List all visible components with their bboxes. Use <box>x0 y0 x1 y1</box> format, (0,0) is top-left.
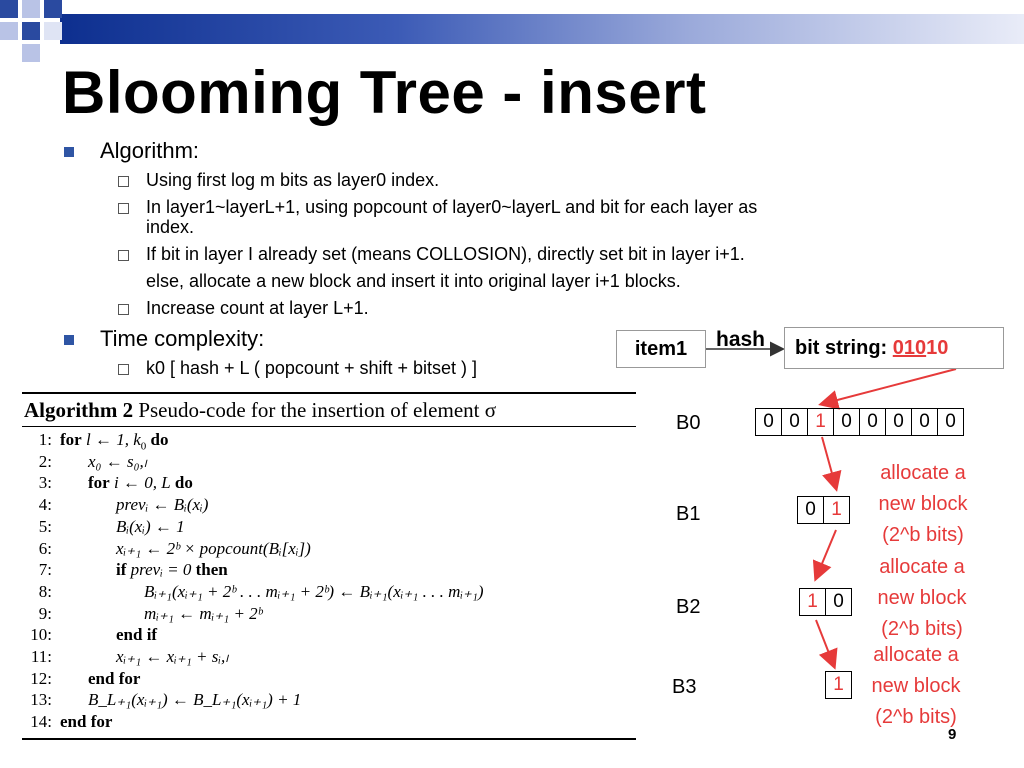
bit-cell: 0 <box>859 408 886 436</box>
sub-bullet-text: Increase count at layer L+1. <box>146 298 369 318</box>
sub-bullet-text: else, allocate a new block and insert it into original layer i+1 blocks. <box>146 271 681 291</box>
algorithm-line: 9: mᵢ₊₁ ← mᵢ₊₁ + 2ᵇ <box>38 603 263 623</box>
bit-cell: 0 <box>755 408 782 436</box>
algorithm-line: 12: end for <box>30 668 141 688</box>
annotation-allocate <box>856 640 976 733</box>
algorithm-line: 7: if prevᵢ = 0 then <box>38 560 228 580</box>
annotation-line: new block <box>871 675 961 697</box>
algorithm-line: 3: for i ← 0, L do <box>38 473 193 493</box>
annotation-line: (2^b bits) <box>881 618 963 640</box>
bit-cell: 0 <box>937 408 964 436</box>
bit-cell: 0 <box>781 408 808 436</box>
annotation-line: (2^b bits) <box>875 706 957 728</box>
arrow-b1-to-b2 <box>816 530 836 578</box>
sub-bullet-text: In layer1~layerL+1, using popcount of layer0~layerL and bit for each layer as <box>146 197 758 217</box>
item-box: item1 <box>616 330 706 368</box>
annotation-line: allocate a <box>873 644 959 666</box>
bit-cell: 0 <box>833 408 860 436</box>
algorithm-line: 6: xᵢ₊₁ ← 2ᵇ × popcount(Bᵢ[xᵢ]) <box>38 538 311 558</box>
algorithm-line: 13: B_L₊₁(xᵢ₊₁) ← B_L₊₁(xᵢ₊₁) + 1 <box>30 690 302 710</box>
layer-cells-b1 <box>797 496 850 524</box>
hash-label: hash <box>716 328 766 351</box>
algorithm-line: 4: prevᵢ ← Bᵢ(xᵢ) <box>38 495 209 515</box>
annotation-line: new block <box>878 493 968 515</box>
layer-label-b1: B1 <box>676 503 701 525</box>
bit-cell: 0 <box>797 496 824 524</box>
bit-cell: 1 <box>807 408 834 436</box>
annotation-allocate <box>862 552 982 645</box>
sub-bullet-text: Using first log m bits as layer0 index. <box>146 170 440 190</box>
algorithm-line: 5: Bᵢ(xᵢ) ← 1 <box>38 516 185 536</box>
layer-label-b2: B2 <box>676 596 701 618</box>
bit-cell: 0 <box>885 408 912 436</box>
arrow-b2-to-b3 <box>816 620 834 666</box>
bit-cell: 1 <box>799 588 826 616</box>
annotation-line: allocate a <box>879 556 965 578</box>
bit-cell: 0 <box>911 408 938 436</box>
bit-cell: 0 <box>825 588 852 616</box>
sub-bullet-text: k0 [ hash + L ( popcount + shift + bitset ) ] <box>146 358 478 378</box>
annotation-line: new block <box>877 587 967 609</box>
algorithm-line: 11: xᵢ₊₁ ← xᵢ₊₁ + sᵢ,ₗ <box>30 647 229 666</box>
algorithm-line: 2: x₀ ← s₀,ₗ <box>38 451 147 471</box>
bitstring-prefix: bit string: <box>795 336 893 359</box>
bullet-algorithm: Algorithm: <box>100 138 200 163</box>
layer-cells-b0 <box>755 408 964 436</box>
sub-bullet-text: If bit in layer I already set (means COLLOSION), directly set bit in layer i+1. <box>146 244 745 264</box>
algorithm-line: 8: Bᵢ₊₁(xᵢ₊₁ + 2ᵇ . . . mᵢ₊₁ + 2ᵇ) ← Bᵢ₊₁(xᵢ₊₁ . . . mᵢ₊₁) <box>38 581 484 601</box>
algorithm-line: 1: for l ← 1, $k_0$ do <box>38 430 169 453</box>
bullet-time-complexity: Time complexity: <box>100 326 265 351</box>
arrow-bitstring-to-b0 <box>822 369 956 404</box>
algorithm-line: 10: end if <box>30 625 158 645</box>
layer-cells-b2 <box>799 588 852 616</box>
annotation-allocate <box>863 458 983 551</box>
arrow-b0-to-b1 <box>822 437 836 488</box>
bit-cell: 1 <box>825 671 852 699</box>
algorithm-label: Algorithm 2 <box>24 398 134 422</box>
sub-bullet-text: index. <box>146 217 195 237</box>
algorithm-caption: Pseudo-code for the insertion of element σ <box>138 398 497 422</box>
annotation-line: (2^b bits) <box>882 524 964 546</box>
slide-title: Blooming Tree - insert <box>62 59 707 126</box>
bitstring-box <box>784 327 1004 369</box>
annotation-line: allocate a <box>880 462 966 484</box>
algorithm-line: 14: end for <box>30 712 113 732</box>
bitstring-highlight: 010 <box>892 336 927 359</box>
layer-label-b0: B0 <box>676 412 701 434</box>
bit-cell: 1 <box>823 496 850 524</box>
layer-label-b3: B3 <box>672 676 697 698</box>
page-number: 9 <box>948 726 957 743</box>
bitstring-rest: 10 <box>926 336 949 359</box>
layer-cells-b3 <box>825 671 852 699</box>
